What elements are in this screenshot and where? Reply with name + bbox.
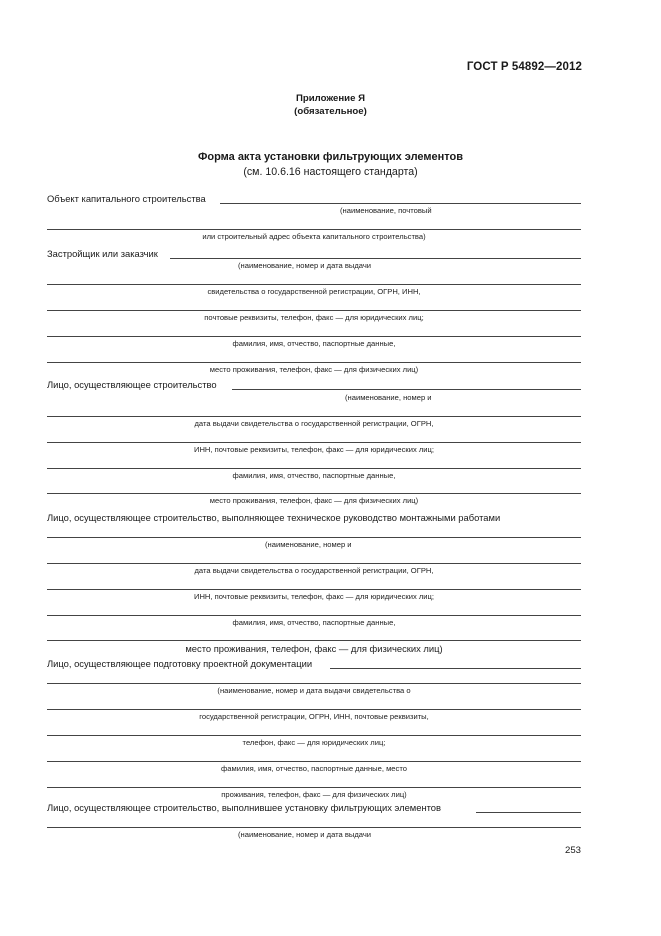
page-number: 253	[564, 845, 581, 856]
appendix-heading	[0, 92, 661, 118]
caption: фамилия, имя, отчество, паспортные данные,	[232, 339, 396, 348]
caption: (наименование, номер и дата выдачи	[238, 261, 372, 270]
caption: дата выдачи свидетельства о государственной регистрации, ОГРН,	[194, 566, 434, 575]
supervision-field-line[interactable]	[47, 537, 581, 538]
developer-label: Застройщик или заказчик	[47, 248, 158, 259]
designer-label: Лицо, осуществляющее подготовку проектной документации	[47, 658, 313, 669]
designer-field-line-5[interactable]	[47, 761, 581, 762]
supervision-field-line-5[interactable]	[47, 640, 581, 641]
standard-number: ГОСТ Р 54892—2012	[466, 61, 582, 73]
developer-field-line-3[interactable]	[47, 310, 581, 311]
caption: дата выдачи свидетельства о государственной регистрации, ОГРН,	[194, 419, 434, 428]
caption: ИНН, почтовые реквизиты, телефон, факс — для юридических лиц;	[193, 592, 435, 601]
developer-field-line[interactable]	[170, 258, 581, 259]
form-title: Форма акта установки фильтрующих элементов	[197, 151, 464, 163]
supervision-field-line-4[interactable]	[47, 615, 581, 616]
builder-field-line-2[interactable]	[47, 416, 581, 417]
appendix-status: (обязательное)	[294, 106, 367, 117]
builder-label: Лицо, осуществляющее строительство	[47, 379, 217, 390]
appendix-title: Приложение Я	[296, 93, 365, 104]
builder-field-line[interactable]	[232, 389, 581, 390]
caption: (наименование, номер и дата выдачи	[238, 830, 372, 839]
form-subtitle: (см. 10.6.16 настоящего стандарта)	[243, 166, 418, 178]
caption: проживания, телефон, факс — для физических лиц)	[221, 790, 407, 799]
designer-field-line[interactable]	[330, 668, 581, 669]
caption: фамилия, имя, отчество, паспортные данные,	[232, 471, 396, 480]
caption: (наименование, номер и	[265, 540, 352, 549]
caption: фамилия, имя, отчество, паспортные данные,	[232, 618, 396, 627]
caption: телефон, факс — для юридических лиц;	[242, 738, 386, 747]
designer-field-line-4[interactable]	[47, 735, 581, 736]
caption: или строительный адрес объекта капитального строительства)	[202, 232, 426, 241]
caption: (наименование, номер и	[345, 393, 432, 402]
designer-field-line-3[interactable]	[47, 709, 581, 710]
installer-field-line[interactable]	[476, 812, 581, 813]
caption: место проживания, телефон, факс — для физических лиц)	[185, 643, 443, 654]
supervision-field-line-3[interactable]	[47, 589, 581, 590]
caption: почтовые реквизиты, телефон, факс — для юридических лиц;	[204, 313, 424, 322]
builder-supervision-label: Лицо, осуществляющее строительство, выполняющее техническое руководство монтажными работами	[47, 512, 501, 523]
caption: (наименование, номер и дата выдачи свидетельства о	[217, 686, 411, 695]
caption: государственной регистрации, ОГРН, ИНН, почтовые реквизиты,	[199, 712, 429, 721]
object-field-line[interactable]	[220, 203, 581, 204]
builder-field-line-5[interactable]	[47, 493, 581, 494]
installer-label: Лицо, осуществляющее строительство, выполнившее установку фильтрующих элементов	[47, 802, 442, 813]
object-field-line-2[interactable]	[47, 229, 581, 230]
object-label: Объект капитального строительства	[47, 193, 206, 204]
installer-field-line-2[interactable]	[47, 827, 581, 828]
caption: место проживания, телефон, факс — для физических лиц)	[209, 365, 419, 374]
designer-field-line-2[interactable]	[47, 683, 581, 684]
caption: место проживания, телефон, факс — для физических лиц)	[209, 496, 419, 505]
supervision-field-line-2[interactable]	[47, 563, 581, 564]
builder-field-line-4[interactable]	[47, 468, 581, 469]
caption: ИНН, почтовые реквизиты, телефон, факс — для юридических лиц;	[193, 445, 435, 454]
designer-field-line-6[interactable]	[47, 787, 581, 788]
caption: фамилия, имя, отчество, паспортные данные, место	[221, 764, 407, 773]
caption: свидетельства о государственной регистрации, ОГРН, ИНН,	[207, 287, 421, 296]
builder-field-line-3[interactable]	[47, 442, 581, 443]
caption: (наименование, почтовый	[340, 206, 432, 215]
developer-field-line-5[interactable]	[47, 362, 581, 363]
developer-field-line-2[interactable]	[47, 284, 581, 285]
developer-field-line-4[interactable]	[47, 336, 581, 337]
